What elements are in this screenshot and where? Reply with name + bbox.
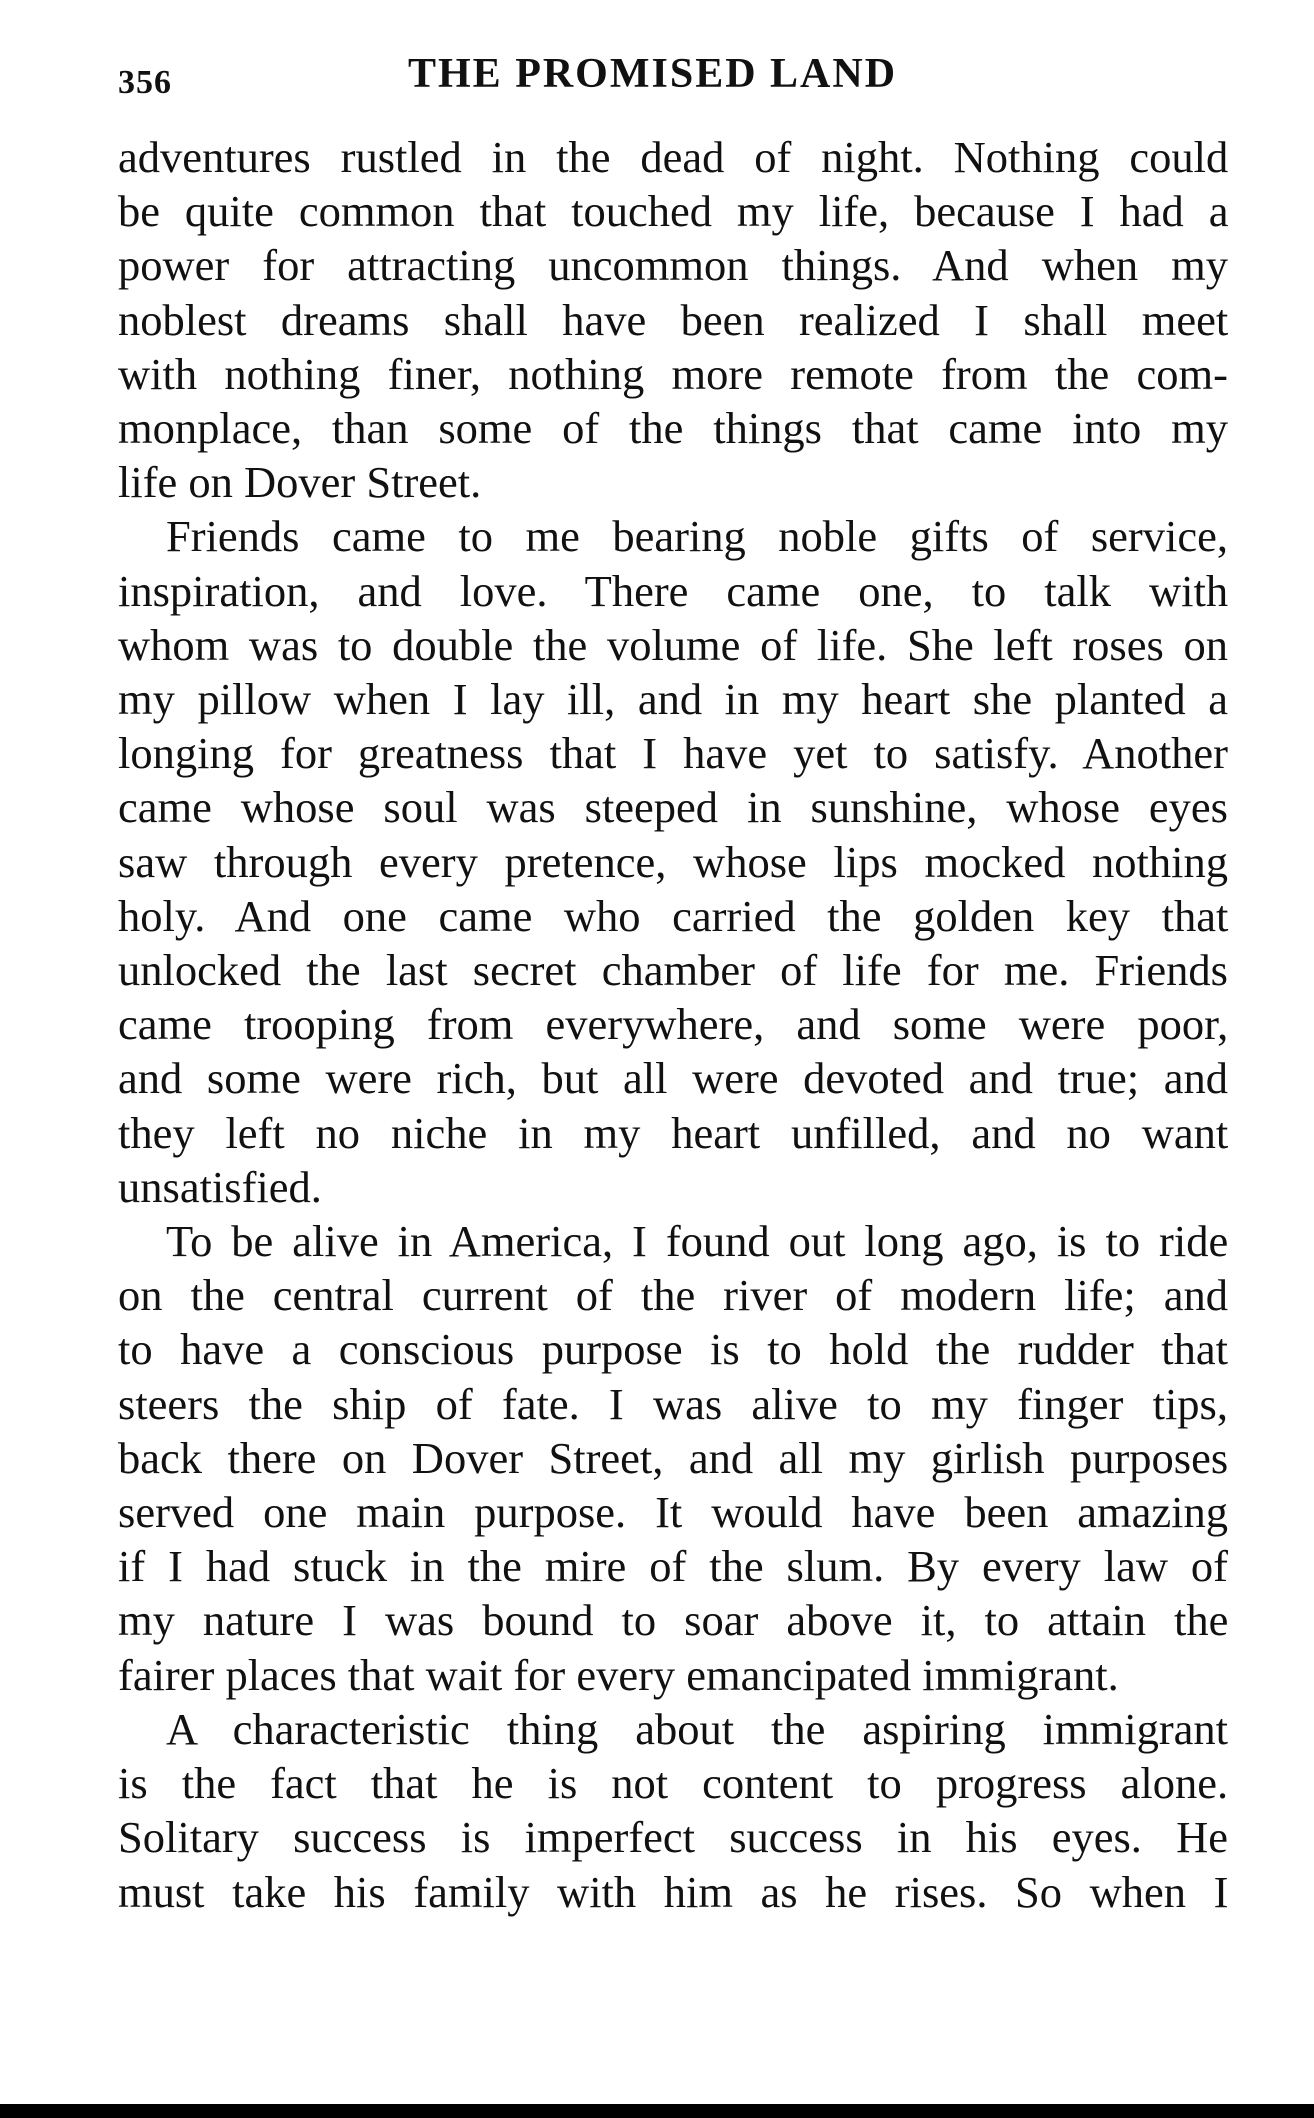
text-line: unsatisfied.: [118, 1161, 322, 1212]
text-line: Friends came to me bearing noble gifts of service,: [166, 511, 1228, 562]
text-line: A characteristic thing about the aspiring immigrant: [166, 1703, 1229, 1754]
text-line: and some were rich, but all were devoted and true; and: [118, 1053, 1228, 1104]
text-line: with nothing finer, nothing more remote from the com-: [118, 348, 1228, 399]
text-line: noblest dreams shall have been realized I shall meet: [118, 294, 1229, 345]
text-line: is the fact that he is not content to progress alone.: [118, 1758, 1229, 1809]
text-line: back there on Dover Street, and all my girlish purposes: [118, 1432, 1229, 1483]
page-number: 356: [118, 64, 172, 101]
text-line: holy. And one came who carried the golden key that: [118, 890, 1229, 941]
text-line: on the central current of the river of modern life; and: [118, 1270, 1228, 1321]
text-line: to have a conscious purpose is to hold the rudder that: [118, 1324, 1228, 1375]
text-line: my nature I was bound to soar above it, to attain the: [118, 1595, 1229, 1646]
text-line: served one main purpose. It would have been amazing: [118, 1487, 1228, 1538]
text-line: must take his family with him as he rises. So when I: [118, 1866, 1229, 1917]
paragraph-4: [118, 1702, 1228, 1919]
text-line: unlocked the last secret chamber of life for me. Friends: [118, 945, 1228, 996]
text-line: saw through every pretence, whose lips mocked nothing: [118, 836, 1228, 887]
paragraph-2: [118, 509, 1228, 1214]
text-line: power for attracting uncommon things. And when my: [118, 240, 1228, 291]
text-line: if I had stuck in the mire of the slum. By every law of: [118, 1541, 1228, 1592]
text-line: came trooping from everywhere, and some were poor,: [118, 999, 1229, 1050]
text-line: steers the ship of fate. I was alive to my finger tips,: [118, 1378, 1228, 1429]
text-line: To be alive in America, I found out long ago, is to ride: [166, 1216, 1229, 1267]
text-line: monplace, than some of the things that came into my: [118, 403, 1228, 454]
bottom-edge-rule: [0, 2104, 1314, 2118]
page-header: [118, 46, 1228, 106]
text-line: Solitary success is imperfect success in his eyes. He: [118, 1812, 1228, 1863]
body-text: [118, 130, 1228, 1919]
text-line: my pillow when I lay ill, and in my heart she planted a: [118, 674, 1228, 725]
text-line: came whose soul was steeped in sunshine, whose eyes: [118, 782, 1228, 833]
text-line: inspiration, and love. There came one, to talk with: [118, 565, 1229, 616]
text-line: adventures rustled in the dead of night. Nothing could: [118, 132, 1229, 182]
paragraph-3: [118, 1214, 1228, 1702]
text-line: fairer places that wait for every emancipated immigrant.: [118, 1649, 1119, 1700]
text-line: be quite common that touched my life, because I had a: [118, 186, 1229, 237]
text-line: life on Dover Street.: [118, 457, 482, 508]
text-line: longing for greatness that I have yet to satisfy. Another: [118, 728, 1228, 779]
text-line: whom was to double the volume of life. She left roses on: [118, 619, 1228, 670]
text-line: they left no niche in my heart unfilled, and no want: [118, 1107, 1229, 1158]
paragraph-1: [118, 130, 1228, 509]
running-title: THE PROMISED LAND: [408, 51, 898, 97]
